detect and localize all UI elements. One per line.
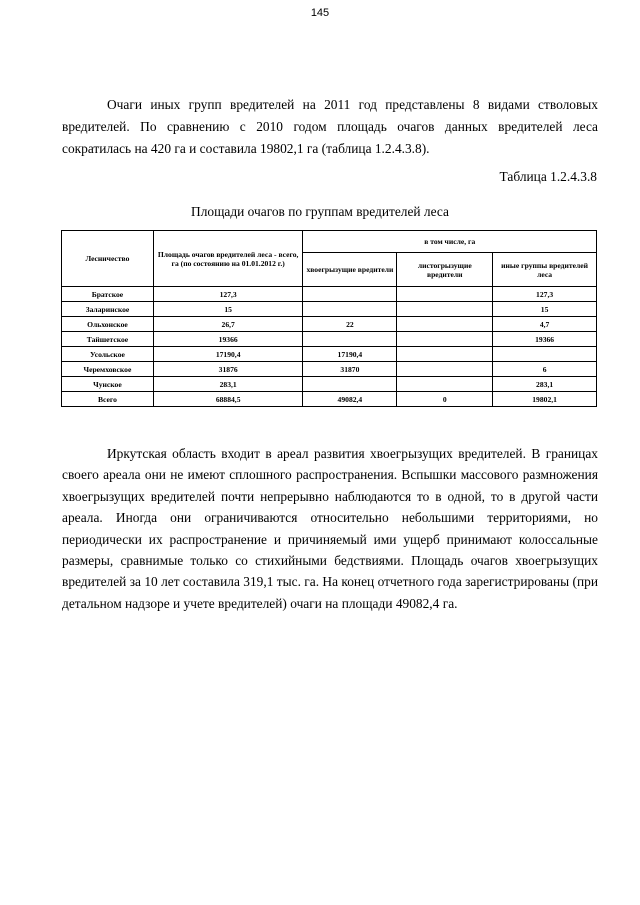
table-cell: 19802,1: [493, 392, 597, 407]
table-cell: 17190,4: [303, 347, 397, 362]
table-row: [62, 302, 597, 317]
table-cell: 283,1: [153, 377, 303, 392]
table-cell: Тайшетское: [62, 332, 154, 347]
table-cell: 127,3: [153, 287, 303, 302]
table-row: [62, 287, 597, 302]
table-cell: 19366: [493, 332, 597, 347]
table-row: [62, 317, 597, 332]
paragraph-needle-pests: Иркутская область входит в ареал развития хвоегрызущих вредителей. В границах своего ареала они не имеют сплошного распространения. Вспышки массового размножения хвоегрызущих вредителей почти непрерывно наблюдаются то в одной, то в другой части ареала. Иногда они ограничиваются относительно небольшими территориями, но периодически их распространение и причиняемый ими ущерб принимают колоссальные размеры, сравнимые только со стихийными бедствиями. Площадь очагов хвоегрызущих вредителей за 10 лет составила 319,1 тыс. га. На конец отчетного года зарегистрированы (при детальном надзоре и учете вредителей) очаги на площади 49082,4 га.: [62, 446, 598, 611]
table-cell: Всего: [62, 392, 154, 407]
table-cell: Чунское: [62, 377, 154, 392]
header-including: в том числе, га: [303, 231, 597, 253]
page-number: 145: [310, 7, 330, 19]
table-cell: [397, 332, 493, 347]
header-total-area: Площадь очагов вредителей леса - всего, га (по состоянию на 01.01.2012 г.): [153, 231, 303, 287]
table-cell: 31876: [153, 362, 303, 377]
header-forestry: Лесничество: [62, 231, 154, 287]
table-cell: [303, 302, 397, 317]
table-title: Площади очагов по группам вредителей леса: [191, 204, 449, 219]
table-cell: [303, 287, 397, 302]
table-row: [62, 392, 597, 407]
table-cell: [303, 332, 397, 347]
table-cell: 6: [493, 362, 597, 377]
table-cell: [397, 317, 493, 332]
pest-area-table: [61, 230, 597, 407]
table-cell: 26,7: [153, 317, 303, 332]
table-cell: 15: [153, 302, 303, 317]
paragraph-intro: Очаги иных групп вредителей на 2011 год представлены 8 видами стволовых вредителей. По сравнению с 2010 годом площадь очагов данных вредителей леса сократилась на 420 га и составила 19802,1 га (таблица 1.2.4.3.8).: [62, 97, 598, 156]
table-cell: [397, 347, 493, 362]
header-other-groups: иные группы вредителей леса: [493, 253, 597, 287]
table-cell: Братское: [62, 287, 154, 302]
table-cell: 31870: [303, 362, 397, 377]
table-cell: 19366: [153, 332, 303, 347]
table-cell: Черемховское: [62, 362, 154, 377]
table-cell: 15: [493, 302, 597, 317]
table-label: Таблица 1.2.4.3.8: [499, 169, 597, 184]
table-cell: 283,1: [493, 377, 597, 392]
table-row: [62, 377, 597, 392]
table-cell: 49082,4: [303, 392, 397, 407]
table-cell: [303, 377, 397, 392]
header-needle-eating: хвоегрызущие вредители: [303, 253, 397, 287]
table-cell: [493, 347, 597, 362]
table-cell: 68884,5: [153, 392, 303, 407]
table-cell: Заларинское: [62, 302, 154, 317]
table-row: [62, 332, 597, 347]
table-cell: Ольхонское: [62, 317, 154, 332]
table-cell: 17190,4: [153, 347, 303, 362]
header-leaf-eating: листогрызущие вредители: [397, 253, 493, 287]
table-cell: 22: [303, 317, 397, 332]
table-cell: 4,7: [493, 317, 597, 332]
table-cell: [397, 302, 493, 317]
table-cell: 0: [397, 392, 493, 407]
table-cell: [397, 362, 493, 377]
table-cell: [397, 287, 493, 302]
table-cell: [397, 377, 493, 392]
table-cell: 127,3: [493, 287, 597, 302]
table-row: [62, 362, 597, 377]
table-cell: Усольское: [62, 347, 154, 362]
table-row: [62, 347, 597, 362]
